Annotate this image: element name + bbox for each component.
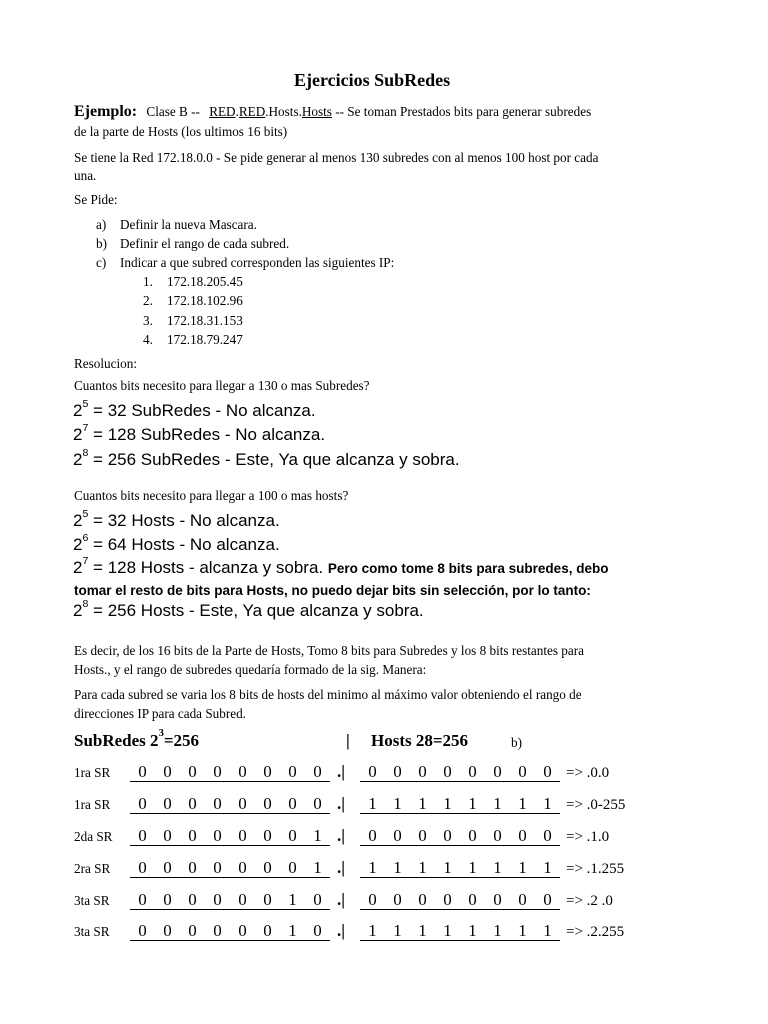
task-c [96, 255, 394, 271]
power-base: 2 [73, 601, 83, 620]
network-bits [130, 890, 330, 910]
bit: 1 [385, 923, 410, 941]
bit: 1 [410, 860, 435, 878]
power-exp: 5 [82, 508, 89, 521]
bit: 1 [360, 923, 385, 941]
host-calc-line [73, 555, 609, 578]
calc-text: = 64 Hosts - No alcanza. [88, 535, 280, 554]
bit: 0 [510, 892, 535, 910]
bit: 0 [180, 923, 205, 941]
bit: 0 [535, 764, 560, 782]
bit: 0 [485, 828, 510, 846]
bit: 0 [360, 764, 385, 782]
calc-text: = 256 SubRedes - Este, Ya que alcanza y sobra. [88, 450, 460, 469]
row-separator: .| [337, 921, 345, 940]
power-base: 2 [73, 511, 83, 530]
bit: 0 [205, 764, 230, 782]
task-text: Indicar a que subred corresponden las siguientes IP: [120, 255, 395, 270]
intro-line-2: una. [74, 168, 97, 183]
bit: 0 [255, 860, 280, 878]
bit: 0 [230, 923, 255, 941]
power-base: 2 [73, 401, 83, 420]
bit: 0 [180, 892, 205, 910]
bit: 1 [435, 796, 460, 814]
subnet-calc-line [73, 447, 460, 470]
ip-address: 172.18.102.96 [167, 293, 243, 308]
para2-line-1: Para cada subred se varia los 8 bits de hosts del minimo al máximo valor obteniendo el rango de [74, 687, 582, 702]
question-subnets: Cuantos bits necesito para llegar a 130 o mas Subredes? [74, 378, 370, 393]
table-header-b: b) [511, 735, 522, 750]
bit: 0 [360, 828, 385, 846]
row-label: 3ta SR [74, 893, 110, 908]
bit: 0 [385, 764, 410, 782]
ip-item [143, 313, 243, 329]
bit: 0 [180, 828, 205, 846]
bit: 0 [305, 923, 330, 941]
bit: 0 [130, 828, 155, 846]
bit: 1 [280, 923, 305, 941]
power-base: 2 [73, 535, 83, 554]
task-marker: c) [96, 255, 107, 270]
bit: 0 [485, 892, 510, 910]
bit: 1 [360, 796, 385, 814]
row-separator: .| [337, 890, 345, 909]
bit: 0 [280, 828, 305, 846]
bit: 0 [205, 828, 230, 846]
bit: 0 [130, 923, 155, 941]
se-pide: Se Pide: [74, 192, 118, 207]
task-marker: b) [96, 236, 107, 251]
bit: 0 [460, 764, 485, 782]
bit: 0 [180, 796, 205, 814]
bit: 0 [180, 764, 205, 782]
bit: 0 [155, 764, 180, 782]
bit: 0 [230, 796, 255, 814]
bit: 0 [230, 892, 255, 910]
bit: 1 [435, 923, 460, 941]
power-base: 2 [73, 425, 83, 444]
row-label: 2ra SR [74, 861, 111, 876]
host-bits [360, 826, 560, 846]
table-header-subredes [74, 728, 200, 751]
bit: 0 [255, 796, 280, 814]
bit: 1 [305, 860, 330, 878]
host-bits [360, 858, 560, 878]
bit: 1 [510, 796, 535, 814]
bit: 0 [155, 892, 180, 910]
table-row [74, 826, 609, 846]
bit: 0 [255, 923, 280, 941]
power-base: 2 [73, 558, 83, 577]
bit: 1 [385, 796, 410, 814]
power-exp: 7 [82, 555, 89, 568]
bit: 1 [535, 923, 560, 941]
bit: 0 [485, 764, 510, 782]
network-bits [130, 921, 330, 941]
bit: 0 [510, 764, 535, 782]
example-post: -- Se toman Prestados bits para generar subredes [331, 104, 592, 119]
host-bits [360, 794, 560, 814]
calc-text: = 256 Hosts - Este, Ya que alcanza y sobra. [88, 601, 424, 620]
question-hosts: Cuantos bits necesito para llegar a 100 o mas hosts? [74, 488, 349, 503]
power-exp: 8 [82, 447, 89, 460]
bit: 0 [230, 860, 255, 878]
bit: 1 [305, 828, 330, 846]
row-separator: .| [337, 794, 345, 813]
subnet-calc-line [73, 422, 326, 445]
bit: 0 [205, 923, 230, 941]
ip-item [143, 274, 243, 290]
bit: 1 [360, 860, 385, 878]
bit: 0 [460, 892, 485, 910]
table-header-bar: | [346, 731, 350, 750]
bit: 1 [435, 860, 460, 878]
bit: 0 [305, 796, 330, 814]
calc-text: = 128 Hosts - alcanza y sobra. [88, 558, 328, 577]
calc-text: = 32 Hosts - No alcanza. [88, 511, 280, 530]
table-row [74, 762, 609, 782]
power-exp: 6 [82, 532, 89, 545]
ip-address: 172.18.79.247 [167, 332, 243, 347]
power-base: 2 [73, 450, 83, 469]
calc-text: = 32 SubRedes - No alcanza. [88, 401, 316, 420]
example-pre: Clase B -- [146, 104, 204, 119]
bit: 0 [410, 828, 435, 846]
ip-address: 172.18.205.45 [167, 274, 243, 289]
row-result: => .0-255 [566, 797, 626, 813]
hosts-1: Hosts [268, 104, 299, 119]
para2-line-2: direcciones IP para cada Subred. [74, 706, 246, 721]
bit: 0 [280, 860, 305, 878]
bit: 1 [535, 860, 560, 878]
bit: 0 [305, 764, 330, 782]
bit: 0 [360, 892, 385, 910]
row-label: 1ra SR [74, 797, 111, 812]
bit: 0 [255, 892, 280, 910]
bit: 0 [385, 828, 410, 846]
subnet-calc-line [73, 398, 316, 421]
red-1: RED [209, 104, 236, 119]
bit: 0 [155, 860, 180, 878]
bit: 0 [205, 796, 230, 814]
ip-number: 4. [143, 332, 153, 347]
network-bits [130, 762, 330, 782]
bit: 0 [435, 828, 460, 846]
red-2: RED [238, 104, 266, 119]
bit: 0 [435, 764, 460, 782]
bit: 0 [410, 764, 435, 782]
bit: 0 [130, 860, 155, 878]
bit: 1 [385, 860, 410, 878]
power-exp: 5 [82, 398, 89, 411]
bit: 1 [280, 892, 305, 910]
network-bits [130, 826, 330, 846]
bit: 1 [485, 796, 510, 814]
bit: 1 [410, 796, 435, 814]
host-bits [360, 762, 560, 782]
bit: 0 [385, 892, 410, 910]
bit: 0 [155, 828, 180, 846]
para1-line-2: Hosts., y el rango de subredes quedaría formado de la sig. Manera: [74, 662, 427, 677]
network-bits [130, 794, 330, 814]
row-result: => .0.0 [566, 765, 610, 781]
resolucion-label: Resolucion: [74, 356, 138, 371]
task-a [96, 217, 257, 233]
ip-number: 3. [143, 313, 153, 328]
bit: 1 [510, 923, 535, 941]
bit: 1 [535, 796, 560, 814]
bit: 0 [460, 828, 485, 846]
host-calc-line [73, 532, 280, 555]
row-result: => .1.255 [566, 861, 625, 877]
bit: 0 [205, 860, 230, 878]
row-label: 3ta SR [74, 924, 110, 939]
ip-number: 2. [143, 293, 153, 308]
subredes-exp: 3 [158, 728, 164, 740]
row-result: => .2 .0 [566, 893, 613, 909]
table-row [74, 858, 624, 878]
bit: 0 [155, 923, 180, 941]
row-separator: .| [337, 762, 345, 781]
bit: 0 [205, 892, 230, 910]
host-note: Pero como tome 8 bits para subredes, debo [327, 561, 609, 576]
row-label: 1ra SR [74, 765, 111, 780]
row-label: 2da SR [74, 829, 113, 844]
host-calc-line [73, 598, 424, 621]
bit: 1 [460, 860, 485, 878]
ip-address: 172.18.31.153 [167, 313, 243, 328]
bit: 0 [280, 796, 305, 814]
row-result: => .2.255 [566, 924, 625, 940]
host-bits [360, 890, 560, 910]
page-title: Ejercicios SubRedes [294, 70, 451, 90]
row-separator: .| [337, 858, 345, 877]
bit: 0 [280, 764, 305, 782]
bit: 0 [305, 892, 330, 910]
power-exp: 8 [82, 598, 89, 611]
task-text: Definir la nueva Mascara. [120, 217, 257, 232]
table-row [74, 890, 613, 910]
bit: 0 [535, 828, 560, 846]
task-marker: a) [96, 217, 107, 232]
bit: 0 [130, 764, 155, 782]
bit: 0 [230, 828, 255, 846]
bit: 1 [460, 796, 485, 814]
bit: 1 [485, 860, 510, 878]
power-exp: 7 [82, 422, 89, 435]
bit: 0 [130, 796, 155, 814]
bit: 0 [180, 860, 205, 878]
bit: 0 [435, 892, 460, 910]
host-bits [360, 921, 560, 941]
intro-line-1: Se tiene la Red 172.18.0.0 - Se pide generar al menos 130 subredes con al menos 100 host por cada [74, 150, 599, 165]
bit: 0 [535, 892, 560, 910]
subredes-label: SubRedes 2 [74, 731, 159, 750]
task-text: Definir el rango de cada subred. [120, 236, 290, 251]
calc-text: = 128 SubRedes - No alcanza. [88, 425, 326, 444]
ip-item [143, 332, 243, 348]
para1-line-1: Es decir, de los 16 bits de la Parte de Hosts, Tomo 8 bits para Subredes y los 8 bits restantes para [74, 643, 584, 658]
subredes-rest: =256 [163, 731, 200, 750]
bit: 0 [255, 764, 280, 782]
example-label: Ejemplo: [74, 103, 138, 120]
bit: 1 [410, 923, 435, 941]
example-line-2: de la parte de Hosts (los ultimos 16 bits) [74, 124, 288, 139]
row-separator: .| [337, 826, 345, 845]
bit: 1 [510, 860, 535, 878]
bit: 0 [255, 828, 280, 846]
ip-item [143, 293, 243, 309]
example-line: Ejemplo: Clase B -- RED.RED.Hosts.Hosts -- Se toman Prestados bits para generar subredes [74, 103, 592, 120]
bit: 0 [410, 892, 435, 910]
row-result: => .1.0 [566, 829, 610, 845]
host-note-2: tomar el resto de bits para Hosts, no puedo dejar bits sin selección, por lo tanto: [74, 583, 591, 598]
ip-number: 1. [143, 274, 153, 289]
bit: 0 [230, 764, 255, 782]
network-bits [130, 858, 330, 878]
bit: 1 [460, 923, 485, 941]
host-calc-line [73, 508, 280, 531]
bit: 0 [130, 892, 155, 910]
table-row [74, 794, 625, 814]
bit: 0 [155, 796, 180, 814]
task-b [96, 236, 289, 252]
bit: 1 [485, 923, 510, 941]
table-row [74, 921, 624, 941]
hosts-2: Hosts [301, 104, 332, 119]
table-header-hosts: Hosts 28=256 [371, 731, 469, 750]
bit: 0 [510, 828, 535, 846]
